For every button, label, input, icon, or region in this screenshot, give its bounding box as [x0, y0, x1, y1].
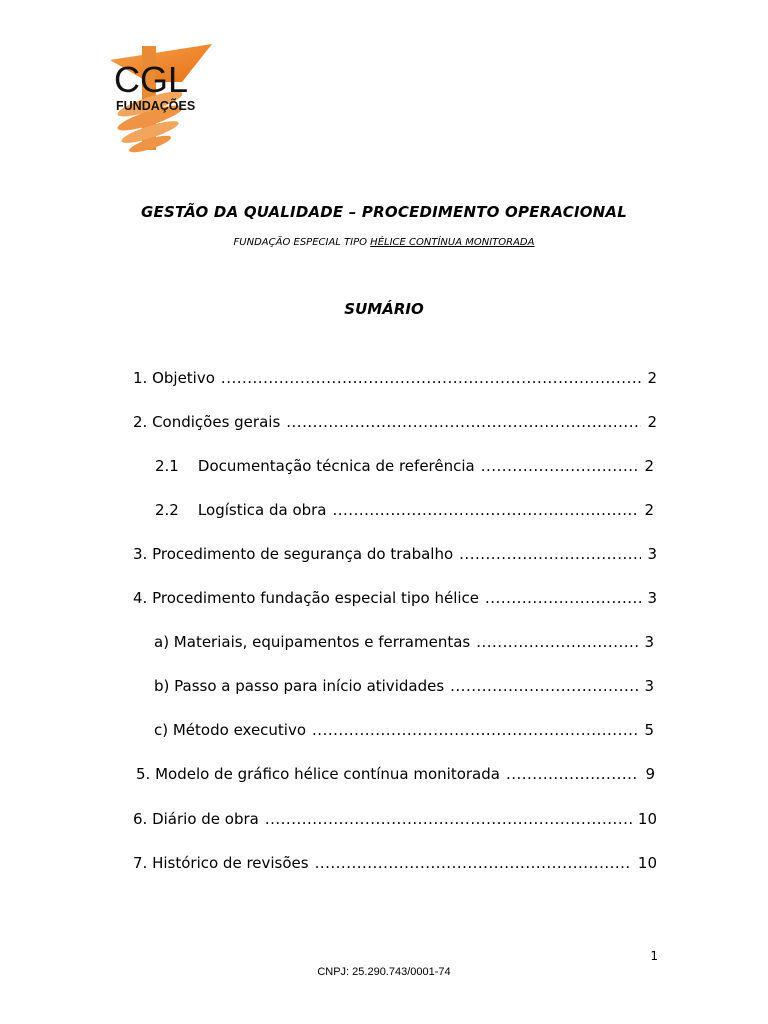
toc-leader	[286, 413, 641, 431]
toc-leader	[265, 810, 632, 828]
toc-leader	[506, 765, 639, 783]
toc-label: c) Método executivo	[154, 721, 307, 739]
toc-leader	[459, 545, 641, 563]
toc-label: b) Passo a passo para início atividades	[154, 677, 445, 695]
toc-page: 2	[644, 501, 654, 519]
toc-entry[interactable]	[133, 589, 657, 607]
toc-page: 9	[645, 765, 655, 783]
footer-cnpj: CNPJ: 25.290.743/0001-74	[317, 966, 451, 978]
toc-leader	[312, 721, 638, 739]
toc-entry[interactable]	[154, 677, 654, 695]
toc-entry[interactable]	[133, 369, 657, 387]
toc-label: 4. Procedimento fundação especial tipo hélice	[133, 589, 480, 607]
subtitle-underlined: HÉLICE CONTÍNUA MONITORADA	[370, 237, 535, 248]
toc-entry[interactable]	[155, 457, 654, 475]
toc-label: 7. Histórico de revisões	[133, 854, 309, 872]
logo-text-sub: FUNDAÇÕES	[116, 99, 196, 113]
toc-entry[interactable]	[136, 765, 655, 783]
document-title: GESTÃO DA QUALIDADE – PROCEDIMENTO OPERACIONAL	[140, 203, 627, 221]
toc-page: 3	[647, 589, 657, 607]
toc-label: 5. Modelo de gráfico hélice contínua monitorada	[136, 765, 500, 783]
toc-leader	[333, 501, 639, 519]
subtitle-prefix: FUNDAÇÃO ESPECIAL TIPO	[233, 237, 371, 248]
toc-label: 2.1 Documentação técnica de referência	[155, 457, 475, 475]
toc-entry[interactable]	[133, 810, 657, 828]
toc-entry[interactable]	[154, 721, 654, 739]
toc-label: 2.2 Logística da obra	[155, 501, 327, 519]
toc-label: 3. Procedimento de segurança do trabalho	[133, 545, 454, 563]
toc-entry[interactable]	[133, 545, 657, 563]
toc-page: 2	[647, 413, 657, 431]
company-logo	[108, 42, 216, 154]
toc-leader	[476, 633, 638, 651]
document-subtitle	[0, 237, 768, 248]
toc-leader	[315, 854, 632, 872]
toc-label: a) Materiais, equipamentos e ferramentas	[154, 633, 471, 651]
toc-leader	[481, 457, 639, 475]
toc-page: 3	[647, 545, 657, 563]
toc-label: 2. Condições gerais	[133, 413, 281, 431]
cgl-logo-icon	[108, 42, 216, 154]
page-number: 1	[650, 949, 658, 963]
toc-leader	[221, 369, 642, 387]
toc-leader	[450, 677, 638, 695]
toc-entry[interactable]	[154, 633, 654, 651]
toc-leader	[485, 589, 641, 607]
toc-page: 2	[644, 457, 654, 475]
toc-label: 1. Objetivo	[133, 369, 215, 387]
logo-text-main: CGL	[114, 59, 189, 100]
toc-page: 10	[637, 810, 657, 828]
summary-heading: SUMÁRIO	[344, 300, 424, 318]
toc-entry[interactable]	[133, 854, 657, 872]
toc-entry[interactable]	[133, 413, 657, 431]
toc-page: 5	[644, 721, 654, 739]
toc-page: 3	[644, 633, 654, 651]
toc-page: 2	[647, 369, 657, 387]
toc-entry[interactable]	[155, 501, 654, 519]
toc-label: 6. Diário de obra	[133, 810, 259, 828]
toc-page: 10	[637, 854, 657, 872]
toc-page: 3	[644, 677, 654, 695]
